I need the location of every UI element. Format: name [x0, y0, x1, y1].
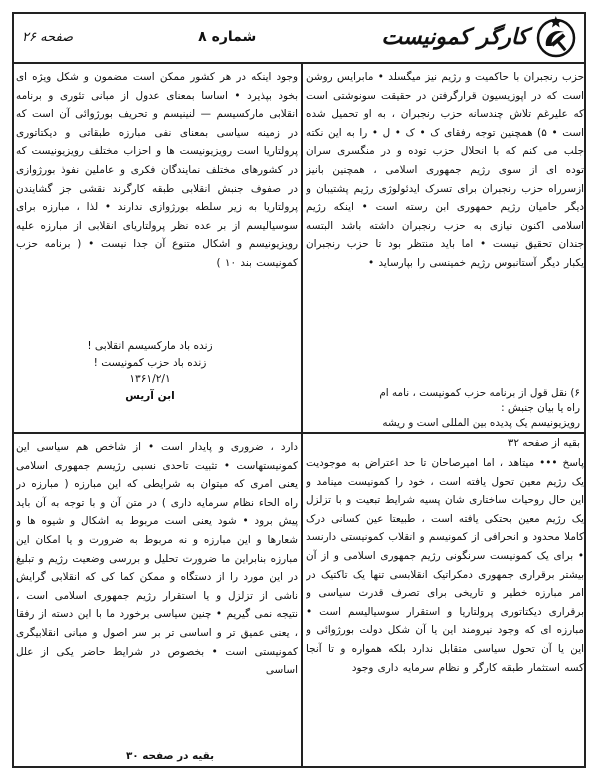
- article-text: وجود اینکه در هر کشور ممکن است مضمون و شکل ویژه ای بخود بپذیرد • اساسا بمعنای عدول از مبانی تئوری و برنامه انقلابی مارکسیسم — لنینیسم و تحریف بورژوائی آن است که در زمینه سیاسی بمعنای نفی مبارزه طبقاتی و دیکتاتوری پرولتاریا است رویزیونیست ها و احزاب مختلف رویزیونیست که در کشورهای مختلف نمایندگان فکری و عاملین نفوذ بورژوازی در صفوف جنبش انقلابی طبقه کارگرند نقشی جز گشایندن پرولتاریا به زیر سلطه بورژوازی ندارند • لذا ، مبارزه برای سوسیالیسم از بر عده نظر پرولتاریای انقلابی از مبارزه علیه رویزیونیسم و اشکال متنوع آن جدا نیست • ( برنامه حزب کمونیست بند ۱۰ ): [16, 71, 298, 269]
- masthead-bar: [12, 12, 586, 64]
- article-text: حزب رنجبران با حاکمیت و رژیم نیز میگسلد • مابرایس روشن است که در اپوزیسیون قرارگرفتن در حقیقت سونوشتی است که علیرغم تلاش چندسانه حزب رنجبران ، به او تحمیل شده است • ۵) همچنین توجه رفقای ک • ک • ل • را به این نکته جلب می کنم که با انحلال حزب توده و در منگسری سران توده ای از سوی رژیم جمهوری اسلامی ، همچنین بانیز ازسرراه حزب رنجبران برای تسرک ایدئولوژی رژیم پشتیبان و دیگر حامیان رژیم حمهوری ابن رسته است • اینکه رژیم اسلامی اکنون نیازی به حزب رنجبران داشته باشد البتسه جندان تحقیق نیست • اما باید منتظر بود تا حزب رنجبران یکبار دیگر آستانبوس رژیم خمینسی را بپارساید •: [306, 71, 584, 269]
- issue-number: شماره ۸: [198, 29, 257, 45]
- slogan: زنده باد مارکسیسم انقلابی !: [87, 340, 213, 352]
- article-column-bottom-right: [306, 454, 584, 768]
- column-divider-bottom: [301, 434, 303, 768]
- closing-slogans: [40, 338, 260, 404]
- page-number: صفحه ۲۶: [22, 29, 74, 45]
- masthead: [381, 16, 576, 58]
- section-divider: [12, 432, 586, 434]
- continuation-reference: بقیه از صفحه ۳۲: [507, 437, 580, 449]
- article-text: پاسخ ••• میتاهد ، اما امیرصاحان تا حد اعتراض به موجودیت یک رژیم معین تحول یافته است ، خود را کمونیست مینامد و این حال روحیات ساختاری شان پسیه شرایط تبعیت و با تزلزل یک رژیم معین بحتکی یافته است ، طبیعتا عین کسانی درک کاملا محدود و انحرافی از کمونیسم و انقلاب کمونیستی دارنسد • برای یک کمونیست سرنگونی رژیم جمهوری اسلامی و از آن بیشتر برقراری جمهوری دمکراتیک انقلابسی تنها یک تاکتیک در امر مبارزه خطیر و تاریخی برای تصرف قدرت سیاسی و برقراری دیکتاتوری پرولتاریا و استقرار سوسیالیسم است • مبارزه ای که وجود نیرومند این یا آن شکل دولت بورژوائی و این یا آن تحول سیاسی متقابل ندارد بلکه همواره و تا آنجا کسه استثمار طبقه کارگر و نظام سرمایه داری وجود: [306, 457, 584, 674]
- footnote-line: راه یا بیان جنبش :: [501, 402, 580, 414]
- article-column-top-right: [306, 68, 584, 384]
- newspaper-title: کارگر کمونیست: [381, 24, 528, 50]
- footnote-line: رویزیونیسم یک پدیده بین المللی است و ریشه: [382, 417, 580, 429]
- footnote: [312, 386, 580, 430]
- hammer-sickle-star-icon: [536, 16, 576, 58]
- article-text: دارد ، ضروری و پایدار است • از شاخص هم سیاسی این کمونیستهاست • تثبیت تاحدی نسبی رژیسم جمهوری اسلامی یعنی امری که میتوان به شرایطی که این مبارزه ( مبارزه در راه الحاء نظام سرمایه داری ) در متن آن و با توجه به آن باید پیش برود • شود یعنی است مربوط به اشکال و شیوه ها و شعارها و این مبارزه و نه مربوط به ضرورت و یا امکان این مبارزه بنابراین ما ضرورت تحلیل و بررسی وضعیت رژیم و تبلیغ در این مورد را از دستگاه و ممکن کما کی که انقلابی گرایش ناشی از تزلزل و یا استقرار رژیم جمهوری اسلامی است ، نتیجه نمی گیریم • چنین سیاسی برخورد ما با این دسته از رفقا ، یعنی عمیق تر و اساسی تر بر سر اصول و مبانی انقلابیگری کمونیستی است • بخصوص در شرایط حاضر یکی از علل اساسی: [16, 441, 298, 677]
- continued-note: بقیه در صفحه ۳۰: [125, 750, 215, 762]
- article-date: ۱۳۶۱/۲/۱: [129, 373, 171, 385]
- column-divider-top: [301, 64, 303, 432]
- article-column-bottom-left: [16, 438, 298, 750]
- author-signature: ابن آریس: [125, 389, 175, 402]
- slogan: زنده باد حزب کمونیست !: [93, 356, 207, 369]
- footnote-line: ۶) نقل قول از برنامه حزب کمونیست ، نامه ام: [379, 387, 580, 399]
